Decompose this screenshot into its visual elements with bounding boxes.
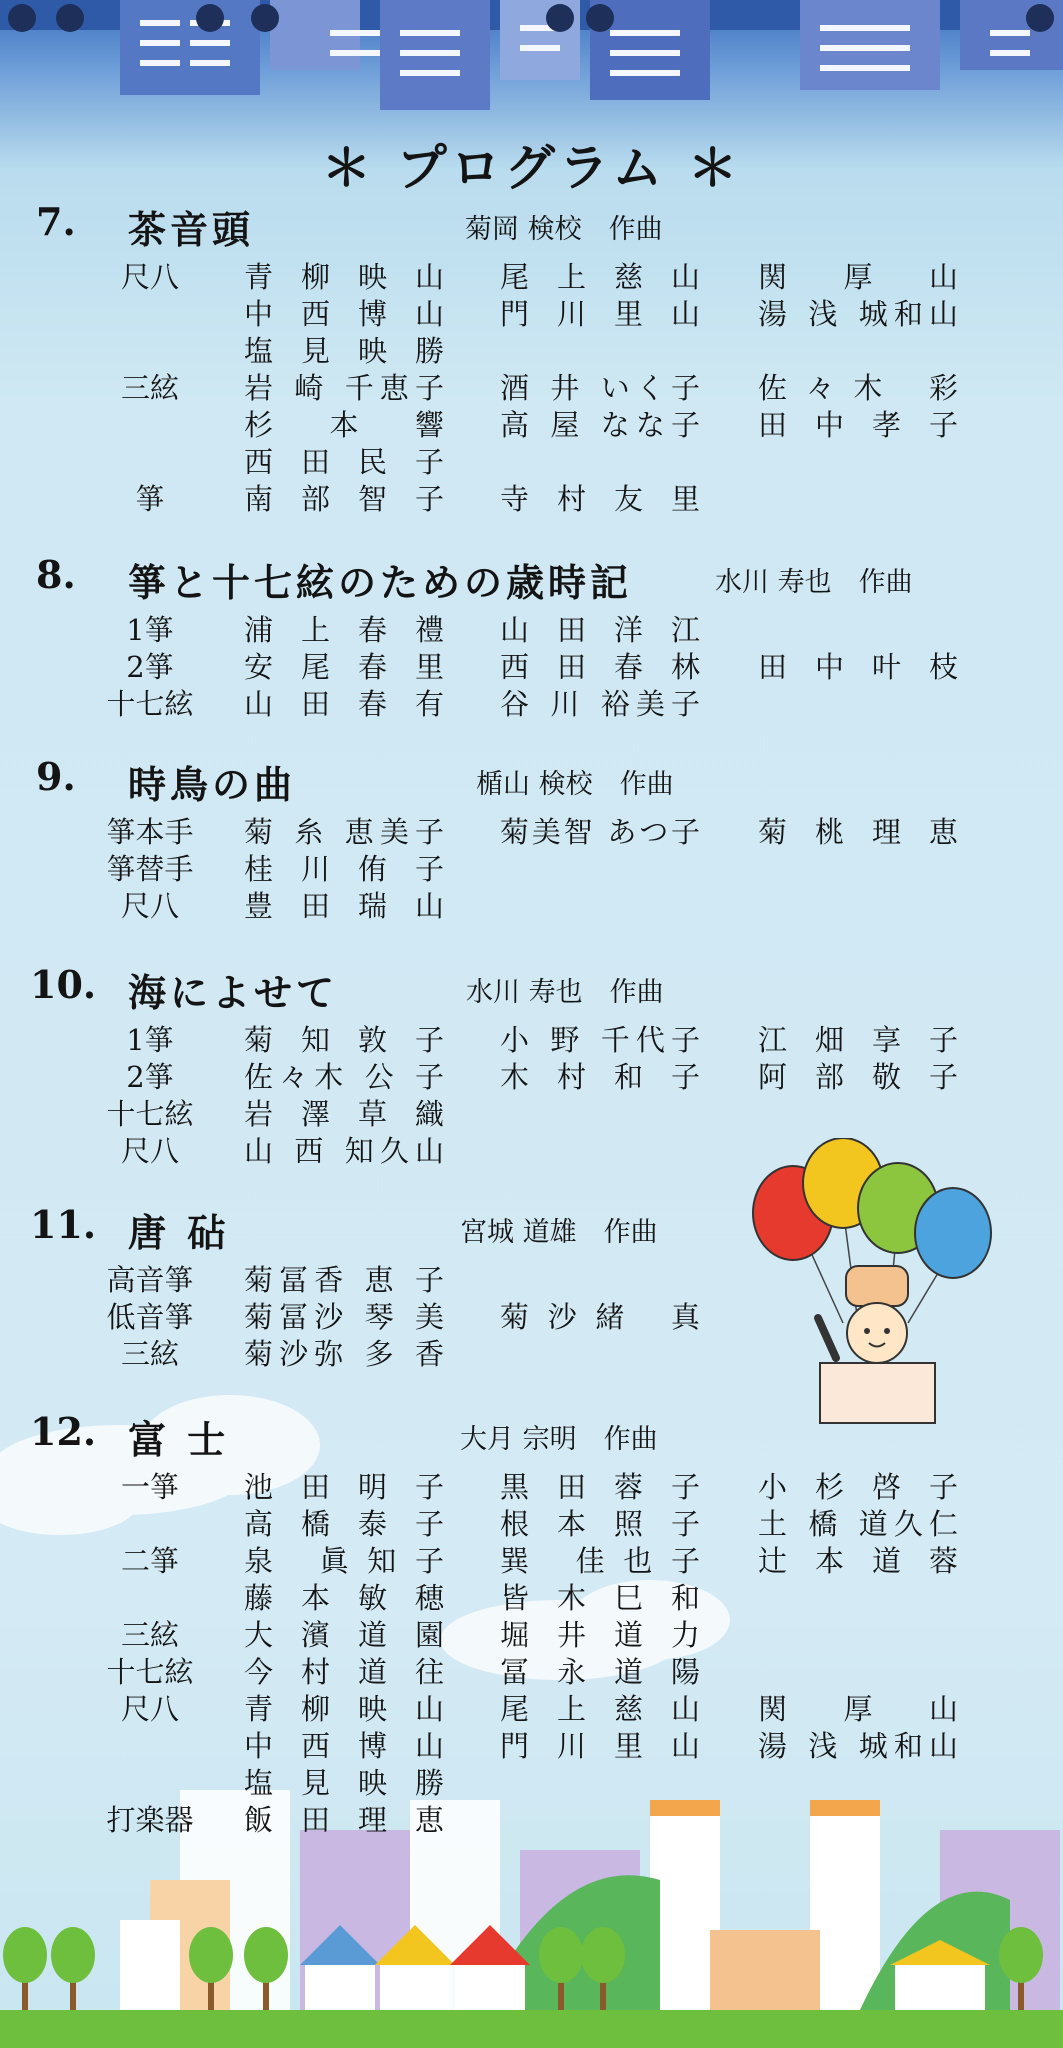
performer-name: 菊沙弥 多 香 xyxy=(244,1337,444,1371)
performer-name: 菊 知 敦 子 xyxy=(244,1023,444,1057)
performer-name: 青 柳 映 山 xyxy=(244,260,444,294)
performer-name: 湯 浅 城和山 xyxy=(758,297,958,331)
performer-name: 西 田 民 子 xyxy=(244,445,444,479)
performer-name: 土 橋 道久仁 xyxy=(758,1507,958,1541)
performer-row xyxy=(0,1502,1063,1540)
item-composer: 水川 寿也 作曲 xyxy=(715,567,913,598)
performer-name: 菊 桃 理 恵 xyxy=(758,815,958,849)
performer-row xyxy=(0,608,1063,646)
performer-name: 木 村 和 子 xyxy=(500,1060,700,1094)
item-number: 9. xyxy=(36,754,76,799)
performer-name: 藤 本 敏 穂 xyxy=(244,1581,444,1615)
performer-name: 菊冨沙 琴 美 xyxy=(244,1300,444,1334)
performer-name: 山 西 知久山 xyxy=(244,1134,444,1168)
performer-row xyxy=(0,1129,1063,1167)
performer-name: 浦 上 春 禮 xyxy=(244,613,444,647)
performer-name: 寺 村 友 里 xyxy=(500,482,700,516)
performer-name: 辻 本 道 蓉 xyxy=(758,1544,958,1578)
program-item-header xyxy=(0,552,1063,612)
performer-row xyxy=(0,1576,1063,1614)
program-item-header xyxy=(0,962,1063,1022)
program-item-header xyxy=(0,1409,1063,1469)
performer-name: 中 西 博 山 xyxy=(244,297,444,331)
instrument-label: 二箏 xyxy=(120,1544,179,1578)
performer-row xyxy=(0,1332,1063,1370)
performer-row xyxy=(0,1295,1063,1333)
performer-row xyxy=(0,1761,1063,1799)
performer-row xyxy=(0,1018,1063,1056)
performer-name: 池 田 明 子 xyxy=(244,1470,444,1504)
performer-row xyxy=(0,477,1063,515)
instrument-label: 2箏 xyxy=(126,650,174,684)
performer-name: 湯 浅 城和山 xyxy=(758,1729,958,1763)
performer-name: 田 中 孝 子 xyxy=(758,408,958,442)
instrument-label: 三絃 xyxy=(120,1337,179,1371)
performer-name: 青 柳 映 山 xyxy=(244,1692,444,1726)
performer-name: 山 田 洋 江 xyxy=(500,613,700,647)
performer-name: 佐々木 公 子 xyxy=(244,1060,444,1094)
performer-name: 高 橋 泰 子 xyxy=(244,1507,444,1541)
performer-name: 飯 田 理 恵 xyxy=(244,1803,444,1837)
instrument-label: 2箏 xyxy=(126,1060,174,1094)
item-composer: 楯山 検校 作曲 xyxy=(476,769,674,800)
performer-name: 岩 澤 草 織 xyxy=(244,1097,444,1131)
instrument-label: 十七絃 xyxy=(106,687,194,721)
instrument-label: 打楽器 xyxy=(106,1803,194,1837)
program-item-header xyxy=(0,199,1063,259)
performer-row xyxy=(0,1687,1063,1725)
performer-name: 江 畑 享 子 xyxy=(758,1023,958,1057)
performer-name: 菊美智 あつ子 xyxy=(500,815,700,849)
program-item-header xyxy=(0,1202,1063,1262)
performer-name: 岩 崎 千恵子 xyxy=(244,371,444,405)
item-title: 海によせて xyxy=(128,970,339,1015)
instrument-label: 十七絃 xyxy=(106,1655,194,1689)
performer-row xyxy=(0,1055,1063,1093)
page-title: ＊ プログラム ＊ xyxy=(321,138,742,197)
performer-row xyxy=(0,292,1063,330)
performer-row xyxy=(0,1798,1063,1836)
performer-name: 小 杉 啓 子 xyxy=(758,1470,958,1504)
performer-name: 大 濱 道 園 xyxy=(244,1618,444,1652)
instrument-label: 尺八 xyxy=(120,1134,179,1168)
item-title: 箏と十七絃のための歳時記 xyxy=(128,560,633,605)
item-title: 富 士 xyxy=(128,1417,230,1462)
instrument-label: 箏本手 xyxy=(106,815,194,849)
performer-row xyxy=(0,366,1063,404)
performer-name: 塩 見 映 勝 xyxy=(244,1766,444,1800)
performer-name: 菊 糸 恵美子 xyxy=(244,815,444,849)
instrument-label: 尺八 xyxy=(120,260,179,294)
performer-name: 泉 眞知子 xyxy=(244,1544,444,1578)
instrument-label: 箏 xyxy=(135,482,165,516)
performer-name: 塩 見 映 勝 xyxy=(244,334,444,368)
performer-row xyxy=(0,1539,1063,1577)
instrument-label: 高音箏 xyxy=(106,1263,194,1297)
performer-name: 菊沙緒 真 xyxy=(500,1300,700,1334)
performer-name: 杉 本 響 xyxy=(244,408,444,442)
instrument-label: 1箏 xyxy=(126,613,174,647)
instrument-label: 一箏 xyxy=(120,1470,179,1504)
performer-name: 安 尾 春 里 xyxy=(244,650,444,684)
performer-name: 佐々木 彩 xyxy=(758,371,958,405)
performer-row xyxy=(0,403,1063,441)
performer-row xyxy=(0,884,1063,922)
performer-name: 桂 川 侑 子 xyxy=(244,852,444,886)
performer-row xyxy=(0,810,1063,848)
performer-name: 巽 佳也子 xyxy=(500,1544,700,1578)
performer-name: 黒 田 蓉 子 xyxy=(500,1470,700,1504)
performer-name: 西 田 春 林 xyxy=(500,650,700,684)
item-composer: 大月 宗明 作曲 xyxy=(460,1424,658,1455)
instrument-label: 尺八 xyxy=(120,1692,179,1726)
performer-name: 根 本 照 子 xyxy=(500,1507,700,1541)
performer-row xyxy=(0,1613,1063,1651)
item-composer: 水川 寿也 作曲 xyxy=(466,977,664,1008)
item-number: 8. xyxy=(36,552,76,597)
instrument-label: 低音箏 xyxy=(106,1300,194,1334)
performer-row xyxy=(0,255,1063,293)
performer-name: 尾 上 慈 山 xyxy=(500,1692,700,1726)
performer-name: 菊冨香 恵 子 xyxy=(244,1263,444,1297)
performer-name: 谷 川 裕美子 xyxy=(500,687,700,721)
performer-name: 堀 井 道 力 xyxy=(500,1618,700,1652)
instrument-label: 1箏 xyxy=(126,1023,174,1057)
performer-name: 高 屋 なな子 xyxy=(500,408,700,442)
performer-row xyxy=(0,329,1063,367)
item-title: 時鳥の曲 xyxy=(128,762,297,807)
performer-name: 関 厚 山 xyxy=(758,1692,958,1726)
top-city-icon xyxy=(0,0,1063,110)
item-number: 10. xyxy=(30,962,97,1007)
performer-row xyxy=(0,847,1063,885)
performer-name: 豊 田 瑞 山 xyxy=(244,889,444,923)
performer-name: 田 中 叶 枝 xyxy=(758,650,958,684)
performer-name: 中 西 博 山 xyxy=(244,1729,444,1763)
performer-name: 門 川 里 山 xyxy=(500,297,700,331)
performer-name: 尾 上 慈 山 xyxy=(500,260,700,294)
instrument-label: 箏替手 xyxy=(106,852,194,886)
item-number: 12. xyxy=(30,1409,97,1454)
performer-name: 門 川 里 山 xyxy=(500,1729,700,1763)
instrument-label: 三絃 xyxy=(120,1618,179,1652)
performer-row xyxy=(0,1650,1063,1688)
performer-name: 皆 木 巳 和 xyxy=(500,1581,700,1615)
instrument-label: 三絃 xyxy=(120,371,179,405)
program-item-header xyxy=(0,754,1063,814)
item-number: 7. xyxy=(36,199,76,244)
performer-row xyxy=(0,1092,1063,1130)
item-title: 茶音頭 xyxy=(128,207,255,252)
instrument-label: 尺八 xyxy=(120,889,179,923)
performer-row xyxy=(0,1465,1063,1503)
performer-name: 南 部 智 子 xyxy=(244,482,444,516)
performer-name: 酒 井 いく子 xyxy=(500,371,700,405)
performer-row xyxy=(0,1724,1063,1762)
performer-row xyxy=(0,645,1063,683)
performer-row xyxy=(0,440,1063,478)
performer-row xyxy=(0,1258,1063,1296)
item-composer: 宮城 道雄 作曲 xyxy=(460,1217,658,1248)
performer-name: 小 野 千代子 xyxy=(500,1023,700,1057)
performer-name: 今 村 道 往 xyxy=(244,1655,444,1689)
performer-row xyxy=(0,682,1063,720)
performer-name: 冨 永 道 陽 xyxy=(500,1655,700,1689)
performer-name: 山 田 春 有 xyxy=(244,687,444,721)
item-title: 唐 砧 xyxy=(128,1210,230,1255)
instrument-label: 十七絃 xyxy=(106,1097,194,1131)
item-number: 11. xyxy=(30,1202,97,1247)
item-composer: 菊岡 検校 作曲 xyxy=(465,214,663,245)
performer-name: 関 厚 山 xyxy=(758,260,958,294)
performer-name: 阿 部 敬 子 xyxy=(758,1060,958,1094)
